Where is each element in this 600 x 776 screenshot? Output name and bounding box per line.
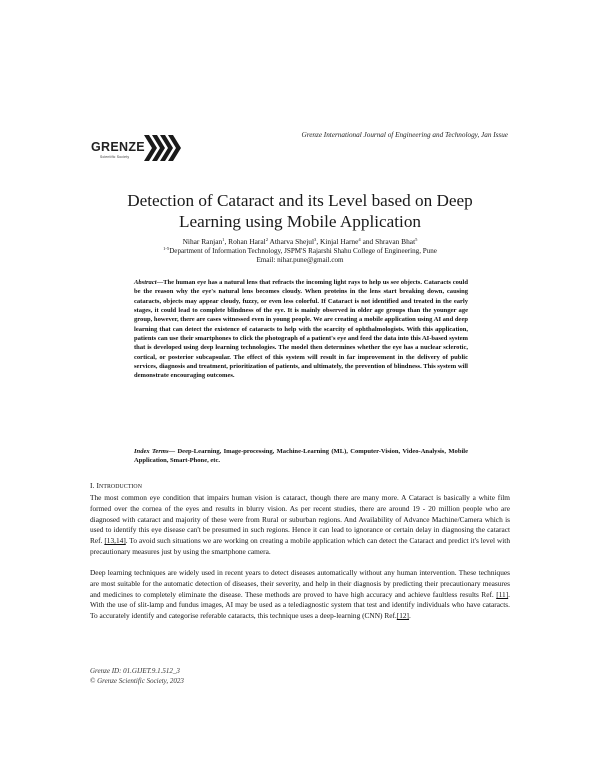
author-sup: 5 [415,237,418,242]
author-name: Rohan Haral [228,237,266,246]
author-sup: 4 [358,237,361,242]
title-line-2: Learning using Mobile Application [178,212,422,231]
author-name: Nihar Ranjan [182,237,223,246]
author-name: Atharva Shejul [269,237,315,246]
body-paragraph-2: Deep learning techniques are widely used in recent years to detect diseases automatically without any human intervention. These techniques are most suitable for the automatic detection of diseases, their severity, and help in their diagnosis by predicting their precautionary measures and medicines to completely eliminate the disease. These methods are proved to have high accuracy and achieve faultless results Ref. [11]. With the use of slit-lamp and fundus images, AI may be used as a telediagnostic system that test and identify individuals who have cataracts. To accurately identify and categorise referable cataracts, this technique uses a deep-learning (CNN) Ref.[12]. [90,568,510,621]
citation-link[interactable]: [12] [396,611,410,621]
author-sup: 2 [265,237,269,242]
affiliation-sup: 1-5 [163,246,170,251]
grenze-id: Grenze ID: 01.GIJET.9.1.512_3 [90,667,180,675]
index-terms-label: Index Terms [134,448,169,455]
abstract: Abstract—The human eye has a natural lens that refracts the incoming light rays to help us see objects. Cataracts could be the reason why the eye's natural lens becomes cloudy. When proteins in the lens start breaking down, causing cataracts, objects may appear cloudy, fuzzy, or even less colorful. If Cataract is not identified and treated in the early stages, it could lead to complete blindness of the eye. It is mainly observed in older age groups than the younger age group, however, there are cases witnessed even in young people. We are creating a mobile application using AI and deep learning that can detect the existence of cataracts to help with the scarcity of ophthalmologists. With this application, patients can use their smartphones to click the photograph of a patient's eye and feed the data into this AI-based system that is developed using deep learning technologies. The model then determines whether the eye has a nuclear sclerotic, cortical, or posterior subcapsular. The effect of this system will result in far improvement in the delivery of public services, diagnosis and treatment, prioritization of patients, and ultimately, the prevention of blindness. This system will demonstrate encouraging outcomes. [134,279,468,380]
copyright: © Grenze Scientific Society, 2023 [90,677,184,685]
affiliation: $^{1-5}$Department of Information Technology, JSPM'S Rajarshi Shahu College of Engineering, Pune [163,246,437,255]
abstract-label: Abstract [134,279,157,286]
citation-link[interactable]: [13,14] [104,536,126,546]
author-name: Kinjal Harne [320,237,359,246]
logo-tagline: Scientific Society [100,155,130,159]
abstract-text: The human eye has a natural lens that refracts the incoming light rays to help us see objects. Cataracts could be the reason why the eye's natural lens becomes cloudy. When proteins in the lens start breaking down, causing cataracts, objects may appear cloudy, fuzzy, or even less colorful. If Cataract is not identified and treated in the early stages, it could lead to complete blindness of the eye. It is mainly observed in older age groups than the younger age group, however, there are cases witnessed even in young people. We are creating a mobile application using AI and deep learning that can detect the existence of cataracts to help with the scarcity of ophthalmologists. With this application, patients can use their smartphones to click the photograph of a patient's eye and feed the data into this AI-based system that is developed using deep learning technologies. The model then determines whether the eye has a nuclear sclerotic, cortical, or posterior subcapsular. The effect of this system will result in far improvement in the delivery of public services, diagnosis and treatment, prioritization of patients, and ultimately, the prevention of blindness. This system will demonstrate encouraging outcomes. [134,279,468,380]
section-heading: I. INTRODUCTION [90,481,142,490]
author-list: Nihar Ranjan$^1$, Rohan Haral$^2$ Atharva Shejul$^3$, Kinjal Harne$^4$ and Shravan Bhat$^5$ [182,237,418,246]
body-paragraph-1: The most common eye condition that impairs human vision is cataract, though there are many more. A Cataract is basically a white film formed over the cornea of the eyes and results in blurry vision. As per recent studies, there are around 19 - 20 million people who are diagnosed with cataract and majority of these were from Rural or suburban regions. And Availability of Advance Machine/Camera which is used to identify this eye disease can't be presumed in such regions. Hence it can lead to ignorance or certain delay in diagnosing the cataract Ref. [13,14]. To avoid such situations we are working on creating a mobile application which can detect the Cataract and predict it's level with precautionary measures just by using the smartphone camera. [90,493,510,556]
author-name: Shravan Bhat [375,237,416,246]
index-terms-text: Deep-Learning, Image-processing, Machine-Learning (ML), Computer-Vision, Video-Analysis, Mobile Application, Smart-Phone, etc. [134,448,469,465]
chevrons-icon [144,135,184,161]
index-terms: Index Terms— Deep-Learning, Image-processing, Machine-Learning (ML), Computer-Vision, Video-Analysis, Mobile Application, Smart-Phone, etc. [134,448,469,465]
author-sup: 1 [222,237,225,242]
logo-word: GRENZE [91,140,145,154]
citation-link[interactable]: [11] [496,589,509,599]
author-email: Email: nihar.pune@gmail.com [256,256,344,264]
journal-header: Grenze International Journal of Engineering and Technology, Jan Issue [301,131,508,139]
title-line-1: Detection of Cataract and its Level based on Deep [127,191,473,210]
grenze-logo [91,134,183,164]
paper-title [60,190,540,232]
author-sup: 3 [314,237,317,242]
